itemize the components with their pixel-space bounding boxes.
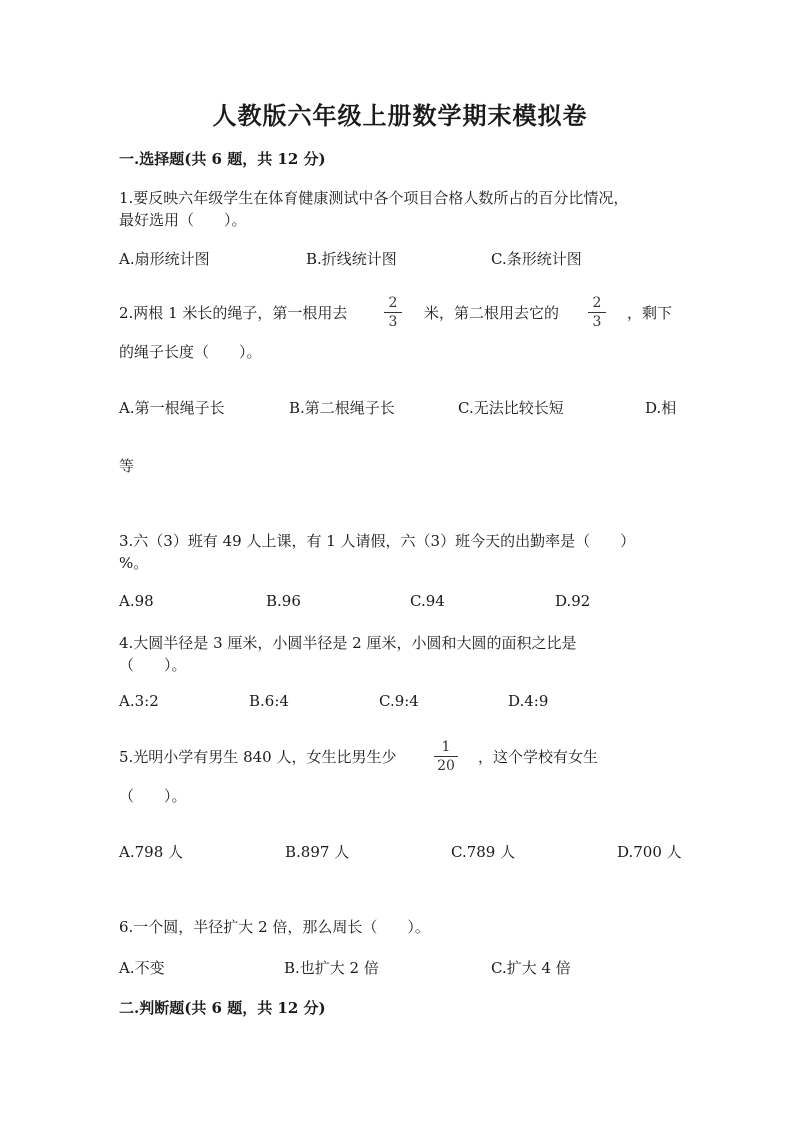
question-3-line-1: 3.六（3）班有 49 人上课，有 1 人请假，六（3）班今天的出勤率是（ ） — [119, 532, 636, 550]
fraction-two-thirds — [384, 295, 402, 330]
question-4-option-b[interactable]: B.6:4 — [249, 692, 289, 710]
question-4-option-a[interactable]: A.3:2 — [119, 692, 159, 710]
question-5-line-2: （ ）。 — [119, 787, 187, 805]
section-heading-choice: 一.选择题(共 6 题，共 12 分) — [119, 150, 326, 168]
question-3-line-2: %。 — [119, 554, 149, 572]
page-title: 人教版六年级上册数学期末模拟卷 — [212, 101, 588, 130]
question-6-option-a[interactable]: A.不变 — [119, 959, 165, 977]
question-2-option-c[interactable]: C.无法比较长短 — [458, 399, 564, 417]
fraction-denominator: 3 — [388, 314, 398, 330]
question-2-option-d[interactable]: D.相 — [645, 399, 677, 417]
question-2-text-part-1: 2.两根 1 米长的绳子，第一根用去 — [119, 304, 348, 322]
question-5-text-part-2: ，这个学校有女生 — [478, 748, 599, 766]
question-3-option-d[interactable]: D.92 — [555, 592, 591, 610]
question-2-line-2: 的绳子长度（ ）。 — [119, 343, 262, 361]
question-4-option-c[interactable]: C.9:4 — [379, 692, 419, 710]
question-3-option-a[interactable]: A.98 — [119, 592, 154, 610]
fraction-numerator: 2 — [592, 295, 602, 311]
section-heading-true-false: 二.判断题(共 6 题，共 12 分) — [119, 999, 326, 1017]
fraction-denominator: 20 — [437, 758, 455, 774]
question-5-option-b[interactable]: B.897 人 — [285, 843, 350, 861]
fraction-two-thirds — [588, 295, 606, 330]
question-1-option-c[interactable]: C.条形统计图 — [491, 250, 582, 268]
question-1-option-a[interactable]: A.扇形统计图 — [119, 250, 210, 268]
question-2-option-b[interactable]: B.第二根绳子长 — [289, 399, 395, 417]
question-5-option-d[interactable]: D.700 人 — [617, 843, 682, 861]
question-1-line-2: 最好选用（ ）。 — [119, 211, 247, 229]
question-2-option-a[interactable]: A.第一根绳子长 — [119, 399, 225, 417]
fraction-numerator: 2 — [388, 295, 398, 311]
question-2-text-part-2: 米，第二根用去它的 — [424, 304, 560, 322]
fraction-numerator: 1 — [441, 739, 451, 755]
question-6-line-1: 6.一个圆，半径扩大 2 倍，那么周长（ ）。 — [119, 918, 430, 936]
question-6-option-c[interactable]: C.扩大 4 倍 — [491, 959, 571, 977]
question-6-option-b[interactable]: B.也扩大 2 倍 — [284, 959, 379, 977]
fraction-denominator: 3 — [592, 314, 602, 330]
question-5-option-c[interactable]: C.789 人 — [451, 843, 516, 861]
question-3-option-c[interactable]: C.94 — [410, 592, 445, 610]
question-1-option-b[interactable]: B.折线统计图 — [306, 250, 397, 268]
question-5-option-a[interactable]: A.798 人 — [119, 843, 183, 861]
question-1-line-1: 1.要反映六年级学生在体育健康测试中各个项目合格人数所占的百分比情况， — [119, 189, 629, 207]
question-5-text-part-1: 5.光明小学有男生 840 人，女生比男生少 — [119, 748, 397, 766]
question-4-line-2: （ ）。 — [119, 656, 187, 674]
fraction-bar — [434, 756, 458, 757]
question-3-option-b[interactable]: B.96 — [266, 592, 301, 610]
question-2-option-d-wrap: 等 — [119, 457, 135, 475]
question-2-text-part-3: ，剩下 — [627, 304, 673, 322]
fraction-bar — [384, 312, 402, 313]
question-4-option-d[interactable]: D.4:9 — [508, 692, 549, 710]
question-4-line-1: 4.大圆半径是 3 厘米，小圆半径是 2 厘米，小圆和大圆的面积之比是 — [119, 634, 577, 652]
fraction-one-twentieth — [434, 739, 458, 774]
fraction-bar — [588, 312, 606, 313]
